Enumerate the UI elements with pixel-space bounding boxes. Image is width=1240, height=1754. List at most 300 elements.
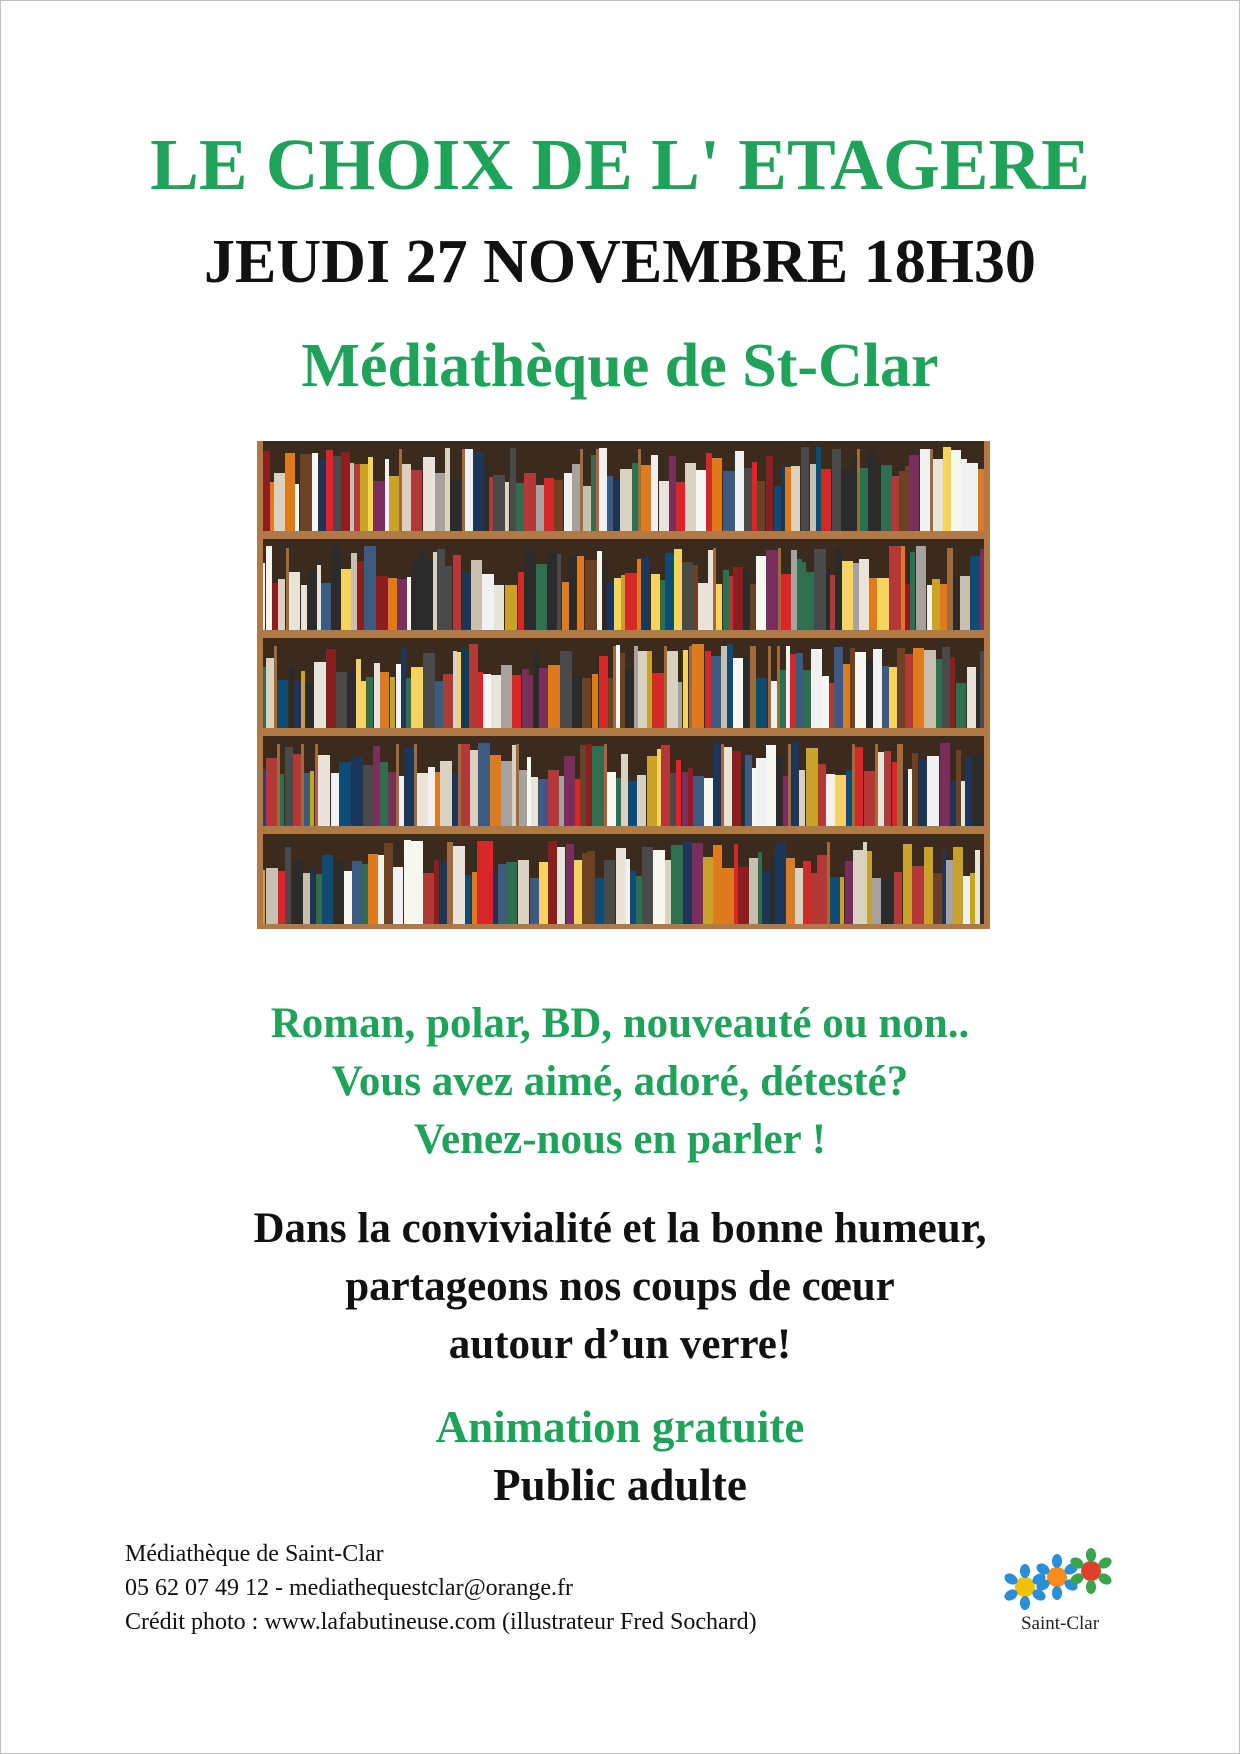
book-spine bbox=[314, 662, 326, 728]
book-spine bbox=[351, 757, 363, 826]
shelf-divider bbox=[301, 744, 304, 826]
shelf-divider bbox=[596, 449, 599, 531]
book-spine bbox=[814, 549, 826, 630]
book-spine bbox=[723, 471, 735, 531]
book-spine bbox=[310, 771, 314, 826]
book-spine bbox=[393, 867, 403, 924]
book-spine bbox=[894, 872, 902, 924]
book-spine bbox=[435, 772, 440, 826]
book-spine bbox=[676, 482, 685, 531]
book-spine bbox=[548, 665, 560, 728]
book-spine bbox=[973, 753, 984, 826]
book-spine bbox=[592, 746, 604, 826]
book-spine bbox=[881, 878, 893, 924]
book-spine bbox=[510, 448, 516, 531]
book-spine bbox=[465, 449, 473, 531]
book-spine bbox=[557, 554, 561, 630]
book-spine bbox=[733, 658, 743, 728]
book-spine bbox=[876, 460, 881, 531]
book-spine bbox=[863, 842, 867, 924]
book-spine bbox=[603, 562, 607, 630]
book-spine bbox=[575, 779, 580, 826]
book-spine bbox=[354, 464, 360, 531]
book-spine bbox=[489, 477, 493, 531]
book-spine bbox=[316, 874, 322, 924]
book-spine bbox=[840, 877, 844, 924]
book-spine bbox=[285, 847, 291, 924]
book-spine bbox=[604, 860, 615, 924]
book-spine bbox=[501, 761, 512, 826]
book-spine bbox=[491, 675, 501, 728]
book-spine bbox=[425, 559, 433, 630]
book-spine bbox=[482, 574, 494, 630]
footer-contact: 05 62 07 49 12 - mediathequestclar@orange.fr bbox=[125, 1575, 573, 1601]
book-spine bbox=[816, 447, 821, 531]
book-spine bbox=[607, 476, 613, 531]
book-spine bbox=[866, 660, 873, 728]
book-spine bbox=[272, 583, 278, 630]
book-spine bbox=[483, 674, 491, 728]
book-spine bbox=[519, 770, 527, 826]
book-spine bbox=[924, 650, 936, 728]
book-spine bbox=[811, 873, 817, 924]
book-spine bbox=[659, 481, 669, 531]
book-spine bbox=[781, 465, 785, 531]
book-spine bbox=[722, 868, 734, 924]
book-spine bbox=[970, 556, 980, 630]
book-spine bbox=[796, 653, 803, 728]
book-spine bbox=[435, 473, 445, 531]
book-spine bbox=[557, 847, 565, 924]
book-spine bbox=[688, 768, 693, 826]
book-spine bbox=[301, 671, 305, 728]
book-spine bbox=[698, 583, 708, 630]
book-spine bbox=[872, 878, 881, 924]
book-spine bbox=[756, 758, 766, 826]
book-spine bbox=[266, 546, 272, 630]
book-spine bbox=[326, 450, 333, 531]
book-spine bbox=[912, 753, 918, 826]
book-spine bbox=[452, 773, 458, 826]
book-spine bbox=[547, 552, 557, 630]
book-spine bbox=[696, 470, 706, 531]
book-spine bbox=[512, 675, 521, 728]
book-spine bbox=[407, 577, 411, 630]
book-spine bbox=[781, 574, 791, 630]
shelf-divider bbox=[414, 744, 417, 826]
book-spine bbox=[667, 651, 678, 728]
book-spine bbox=[678, 682, 682, 728]
book-spine bbox=[384, 843, 393, 924]
book-spine bbox=[399, 776, 404, 826]
free-admission: Animation gratuite bbox=[435, 1402, 805, 1452]
book-spine bbox=[651, 455, 658, 531]
pitch-line: Roman, polar, BD, nouveauté ou non.. bbox=[270, 1000, 970, 1047]
book-spine bbox=[278, 579, 285, 630]
book-spine bbox=[734, 844, 738, 924]
invite-line: Dans la convivialité et la bonne humeur, bbox=[253, 1205, 987, 1252]
book-spine bbox=[280, 774, 284, 826]
book-spine bbox=[660, 580, 665, 630]
shelf-board bbox=[257, 826, 990, 834]
book-spine bbox=[665, 860, 671, 924]
book-spine bbox=[295, 484, 299, 531]
book-spine bbox=[572, 464, 580, 531]
shelf-divider bbox=[753, 646, 756, 728]
book-spine bbox=[445, 448, 450, 531]
book-spine bbox=[638, 651, 647, 728]
book-spine bbox=[721, 646, 727, 728]
book-spine bbox=[362, 864, 368, 924]
book-spine bbox=[713, 743, 721, 826]
book-spine bbox=[669, 456, 676, 531]
book-spine bbox=[693, 776, 704, 826]
book-spine bbox=[351, 553, 357, 630]
book-spine bbox=[498, 864, 506, 924]
book-spine bbox=[963, 876, 970, 924]
book-spine bbox=[577, 556, 584, 630]
book-spine bbox=[378, 855, 384, 924]
shelf-divider bbox=[458, 744, 461, 826]
book-spine bbox=[802, 562, 806, 630]
book-spine bbox=[350, 463, 354, 531]
book-spine bbox=[810, 464, 816, 531]
book-spine bbox=[435, 681, 443, 728]
book-spine bbox=[380, 762, 388, 826]
pitch-text bbox=[0, 995, 1240, 1169]
book-spine bbox=[501, 665, 512, 728]
book-spine bbox=[312, 453, 318, 531]
book-spine bbox=[572, 676, 582, 728]
book-spine bbox=[613, 480, 620, 531]
book-spine bbox=[830, 877, 840, 924]
book-spine bbox=[585, 560, 597, 630]
book-spine bbox=[548, 770, 559, 826]
book-spine bbox=[692, 843, 703, 924]
book-spine bbox=[892, 762, 897, 826]
book-spine bbox=[326, 649, 336, 728]
book-spine bbox=[539, 668, 548, 728]
book-spine bbox=[406, 678, 411, 728]
book-spine bbox=[834, 647, 843, 728]
book-spine bbox=[493, 871, 497, 924]
book-spine bbox=[366, 677, 373, 728]
book-spine bbox=[889, 667, 897, 728]
book-spine bbox=[733, 567, 743, 630]
invite-line: partageons nos coups de cœur bbox=[345, 1263, 895, 1310]
book-spine bbox=[637, 775, 646, 826]
book-spine bbox=[625, 573, 637, 630]
book-spine bbox=[729, 576, 733, 630]
book-spine bbox=[440, 761, 452, 826]
book-spine bbox=[826, 570, 830, 630]
book-spine bbox=[881, 465, 892, 531]
shelf-board bbox=[257, 531, 990, 539]
book-spine bbox=[647, 756, 657, 826]
book-spine bbox=[878, 752, 884, 826]
book-spine bbox=[621, 754, 628, 826]
book-spine bbox=[321, 583, 331, 630]
book-spine bbox=[597, 551, 602, 630]
book-spine bbox=[478, 743, 490, 826]
book-spine bbox=[385, 459, 389, 531]
book-spine bbox=[582, 853, 587, 924]
book-spine bbox=[397, 579, 407, 630]
book-spine bbox=[373, 746, 380, 826]
book-spine bbox=[920, 449, 930, 531]
book-spine bbox=[905, 654, 913, 728]
book-spine bbox=[853, 563, 859, 630]
shelf-divider bbox=[399, 449, 402, 531]
shelf-divider bbox=[947, 548, 950, 630]
book-spine bbox=[637, 559, 641, 630]
book-spine bbox=[587, 851, 595, 924]
book-spine bbox=[835, 548, 842, 630]
book-spine bbox=[485, 463, 489, 531]
book-spine bbox=[776, 754, 782, 826]
book-spine bbox=[641, 465, 651, 531]
book-spine bbox=[919, 760, 927, 826]
book-spine bbox=[869, 578, 877, 630]
book-spine bbox=[625, 670, 634, 728]
book-spine bbox=[559, 776, 564, 826]
book-spine bbox=[783, 776, 788, 826]
book-spine bbox=[423, 457, 435, 531]
book-spine bbox=[295, 681, 301, 728]
book-spine bbox=[278, 871, 285, 924]
book-spine bbox=[912, 866, 924, 924]
book-spine bbox=[562, 582, 569, 630]
shelf-divider bbox=[950, 548, 953, 630]
shelf-divider bbox=[396, 744, 399, 826]
book-spine bbox=[374, 663, 380, 728]
book-spine bbox=[908, 769, 912, 826]
poster-title: LE CHOIX DE L' ETAGERE bbox=[150, 124, 1090, 205]
book-spine bbox=[469, 644, 478, 728]
book-spine bbox=[786, 858, 795, 924]
shelf-divider bbox=[900, 744, 903, 826]
book-spine bbox=[642, 847, 653, 924]
book-spine bbox=[884, 751, 891, 826]
book-spine bbox=[461, 649, 469, 728]
book-spine bbox=[705, 651, 711, 728]
book-spine bbox=[411, 667, 423, 728]
book-spine bbox=[741, 764, 745, 826]
book-spine bbox=[453, 651, 457, 728]
book-spine bbox=[411, 841, 423, 924]
book-spine bbox=[636, 876, 642, 924]
book-spine bbox=[683, 841, 692, 924]
book-spine bbox=[670, 773, 676, 826]
footer-org: Médiathèque de Saint-Clar bbox=[125, 1541, 384, 1567]
book-spine bbox=[924, 847, 933, 924]
book-spine bbox=[749, 858, 758, 924]
book-spine bbox=[976, 672, 980, 728]
shelf-divider bbox=[274, 646, 277, 728]
book-spine bbox=[419, 552, 425, 630]
book-spine bbox=[743, 570, 749, 630]
book-spine bbox=[936, 659, 942, 728]
book-spine bbox=[437, 549, 445, 630]
book-spine bbox=[693, 565, 698, 630]
book-spine bbox=[334, 861, 344, 924]
book-spine bbox=[506, 862, 517, 924]
book-spine bbox=[527, 757, 531, 826]
book-spine bbox=[927, 756, 939, 826]
shelf-divider bbox=[827, 842, 830, 924]
book-spine bbox=[951, 450, 961, 531]
audience: Public adulte bbox=[493, 1460, 747, 1510]
shelf-divider bbox=[778, 548, 781, 630]
book-spine bbox=[676, 760, 681, 826]
book-spine bbox=[685, 463, 696, 531]
invite-line: autour d’un verre! bbox=[448, 1321, 792, 1368]
book-spine bbox=[478, 672, 483, 728]
book-spine bbox=[785, 467, 791, 531]
book-spine bbox=[505, 482, 509, 531]
book-spine bbox=[471, 560, 482, 630]
book-spine bbox=[470, 750, 478, 826]
book-spine bbox=[841, 470, 853, 531]
book-spine bbox=[704, 778, 713, 826]
book-spine bbox=[927, 585, 932, 630]
pitch-line: Vous avez aimé, adoré, détesté? bbox=[331, 1058, 909, 1105]
book-spine bbox=[518, 572, 524, 630]
book-spine bbox=[423, 873, 434, 924]
book-spine bbox=[910, 552, 915, 630]
pitch-line: Venez-nous en parler ! bbox=[413, 1116, 827, 1163]
book-spine bbox=[293, 754, 301, 826]
book-spine bbox=[373, 481, 385, 531]
book-spine bbox=[331, 546, 341, 630]
book-spine bbox=[797, 559, 802, 630]
book-spine bbox=[591, 455, 596, 531]
book-spine bbox=[830, 575, 835, 630]
book-spine bbox=[661, 745, 670, 826]
book-spine bbox=[505, 585, 517, 630]
book-spine bbox=[791, 742, 799, 826]
book-spine bbox=[376, 576, 388, 630]
book-spine bbox=[318, 460, 326, 531]
book-spine bbox=[943, 447, 951, 531]
book-spine bbox=[735, 451, 744, 531]
book-spine bbox=[956, 750, 961, 826]
book-spine bbox=[723, 570, 729, 630]
book-spine bbox=[791, 550, 797, 630]
book-spine bbox=[706, 453, 712, 531]
book-spine bbox=[322, 855, 333, 924]
book-spine bbox=[451, 480, 462, 531]
shelf-divider bbox=[638, 449, 641, 531]
book-spine bbox=[899, 471, 905, 531]
book-spine bbox=[303, 873, 310, 924]
book-spine bbox=[305, 682, 314, 728]
book-spine bbox=[472, 872, 477, 924]
book-spine bbox=[566, 844, 574, 924]
book-spine bbox=[266, 658, 274, 728]
book-spine bbox=[317, 565, 321, 630]
book-spine bbox=[538, 779, 548, 826]
book-spine bbox=[539, 862, 548, 924]
book-spine bbox=[775, 843, 786, 924]
book-spine bbox=[582, 678, 591, 728]
book-spine bbox=[530, 878, 539, 924]
book-spine bbox=[843, 664, 850, 728]
book-spine bbox=[882, 666, 889, 728]
shelf-divider bbox=[721, 744, 724, 826]
book-spine bbox=[860, 468, 868, 531]
book-spine bbox=[832, 449, 841, 531]
book-spine bbox=[285, 747, 293, 826]
shelf-side bbox=[984, 441, 990, 929]
book-spine bbox=[712, 458, 722, 531]
book-spine bbox=[868, 450, 875, 531]
shelf-divider bbox=[315, 744, 318, 826]
book-spine bbox=[292, 861, 303, 924]
book-spine bbox=[583, 486, 591, 531]
book-spine bbox=[727, 644, 733, 728]
book-spine bbox=[932, 579, 940, 630]
logo-caption: Saint-Clar bbox=[1020, 1613, 1100, 1634]
book-spine bbox=[903, 844, 912, 924]
book-spine bbox=[331, 773, 339, 826]
book-spine bbox=[743, 657, 750, 728]
book-spine bbox=[592, 674, 598, 728]
book-spine bbox=[732, 751, 741, 826]
shelf-divider bbox=[604, 744, 607, 826]
book-spine bbox=[750, 584, 756, 630]
book-spine bbox=[301, 585, 307, 630]
book-spine bbox=[901, 546, 905, 630]
shelf-divider bbox=[930, 449, 933, 531]
book-spine bbox=[356, 659, 361, 728]
book-spine bbox=[766, 745, 776, 826]
book-spine bbox=[607, 772, 616, 826]
book-spine bbox=[975, 850, 980, 924]
book-spine bbox=[909, 455, 919, 531]
book-spine bbox=[950, 781, 956, 826]
book-spine bbox=[842, 561, 853, 630]
book-spine bbox=[522, 669, 529, 728]
book-spine bbox=[738, 867, 749, 924]
shelf-divider bbox=[447, 842, 450, 924]
book-spine bbox=[942, 647, 950, 728]
book-spine bbox=[713, 845, 722, 924]
book-spine bbox=[853, 456, 857, 531]
book-spine bbox=[433, 552, 437, 630]
book-spine bbox=[534, 652, 539, 728]
book-spine bbox=[580, 745, 586, 826]
book-spine bbox=[752, 462, 757, 531]
book-spine bbox=[512, 745, 516, 826]
book-spine bbox=[632, 463, 638, 531]
book-spine bbox=[489, 841, 493, 924]
book-spine bbox=[404, 747, 414, 826]
book-spine bbox=[703, 857, 713, 924]
invite-text bbox=[0, 1200, 1240, 1374]
book-spine bbox=[620, 469, 632, 531]
book-spine bbox=[867, 851, 872, 924]
book-spine bbox=[336, 672, 347, 728]
shelf-divider bbox=[713, 548, 716, 630]
footer-info bbox=[125, 1537, 757, 1639]
book-spine bbox=[682, 562, 693, 630]
book-spine bbox=[766, 456, 773, 531]
shelf-divider bbox=[689, 646, 692, 728]
book-spine bbox=[628, 781, 637, 826]
book-spine bbox=[453, 846, 465, 924]
book-spine bbox=[790, 654, 796, 728]
